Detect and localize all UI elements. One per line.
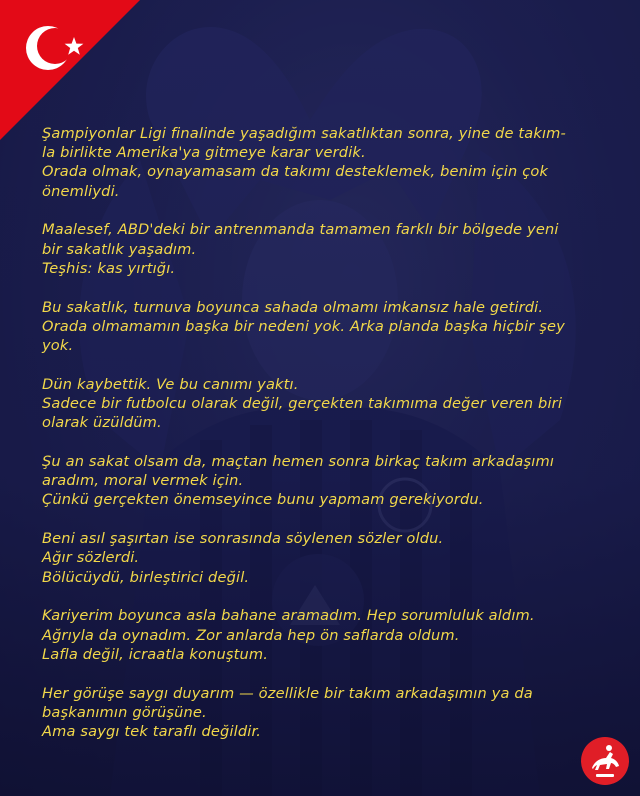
text-line: la birlikte Amerika'ya gitmeye karar verdik. [42, 144, 366, 162]
statement-text [42, 124, 602, 761]
text-line: Ağrıyla da oynadım. Zor anlarda hep ön saflarda oldum. [42, 626, 460, 644]
text-line: Kariyerim boyunca asla bahane aramadım. Hep sorumluluk aldım. [42, 607, 535, 625]
text-line: Orada olmak, oynayamasam da takımı desteklemek, benim için çok [42, 163, 549, 181]
paragraph [42, 452, 602, 510]
paragraph [42, 606, 602, 664]
horse-rider-logo-icon [580, 736, 630, 786]
paragraph [42, 684, 602, 742]
paragraph [42, 220, 602, 278]
text-line: Her görüşe saygı duyarım — özellikle bir takım arkadaşımın ya da [42, 684, 533, 702]
text-line: aradım, moral vermek için. [42, 472, 244, 490]
text-line: Dün kaybettik. Ve bu canımı yaktı. [42, 375, 299, 393]
text-line: önemliydi. [42, 182, 120, 200]
text-line: Bölücüydü, birleştirici değil. [42, 568, 250, 586]
text-line: Maalesef, ABD'deki bir antrenmanda tamamen farklı bir bölgede yeni [42, 221, 559, 239]
text-line: bir sakatlık yaşadım. [42, 240, 197, 258]
paragraph [42, 529, 602, 587]
paragraph [42, 298, 602, 356]
text-line: Ama saygı tek taraflı değildir. [42, 723, 262, 741]
text-line: Beni asıl şaşırtan ise sonrasında söylenen sözler oldu. [42, 530, 444, 548]
text-line: olarak üzüldüm. [42, 414, 162, 432]
text-line: Bu sakatlık, turnuva boyunca sahada olmamı imkansız hale getirdi. [42, 298, 544, 316]
text-line: Şampiyonlar Ligi finalinde yaşadığım sakatlıktan sonra, yine de takım- [42, 125, 566, 142]
text-line: Orada olmamamın başka bir nedeni yok. Arka planda başka hiçbir şey [42, 317, 565, 335]
text-line: Ağır sözlerdi. [42, 549, 140, 567]
text-line: Teşhis: kas yırtığı. [42, 259, 176, 277]
text-line: Çünkü gerçekten önemseyince bunu yapmam gerekiyordu. [42, 491, 484, 509]
text-line: Şu an sakat olsam da, maçtan hemen sonra birkaç takım arkadaşımı [42, 453, 555, 471]
turkish-flag-icon [0, 0, 140, 140]
text-line: Lafla değil, icraatla konuştum. [42, 645, 269, 663]
text-line: Sadece bir futbolcu olarak değil, gerçekten takımıma değer veren biri [42, 395, 563, 413]
text-line: başkanımın görüşüne. [42, 703, 207, 721]
text-line: yok. [42, 337, 74, 355]
paragraph [42, 124, 602, 201]
paragraph [42, 375, 602, 433]
